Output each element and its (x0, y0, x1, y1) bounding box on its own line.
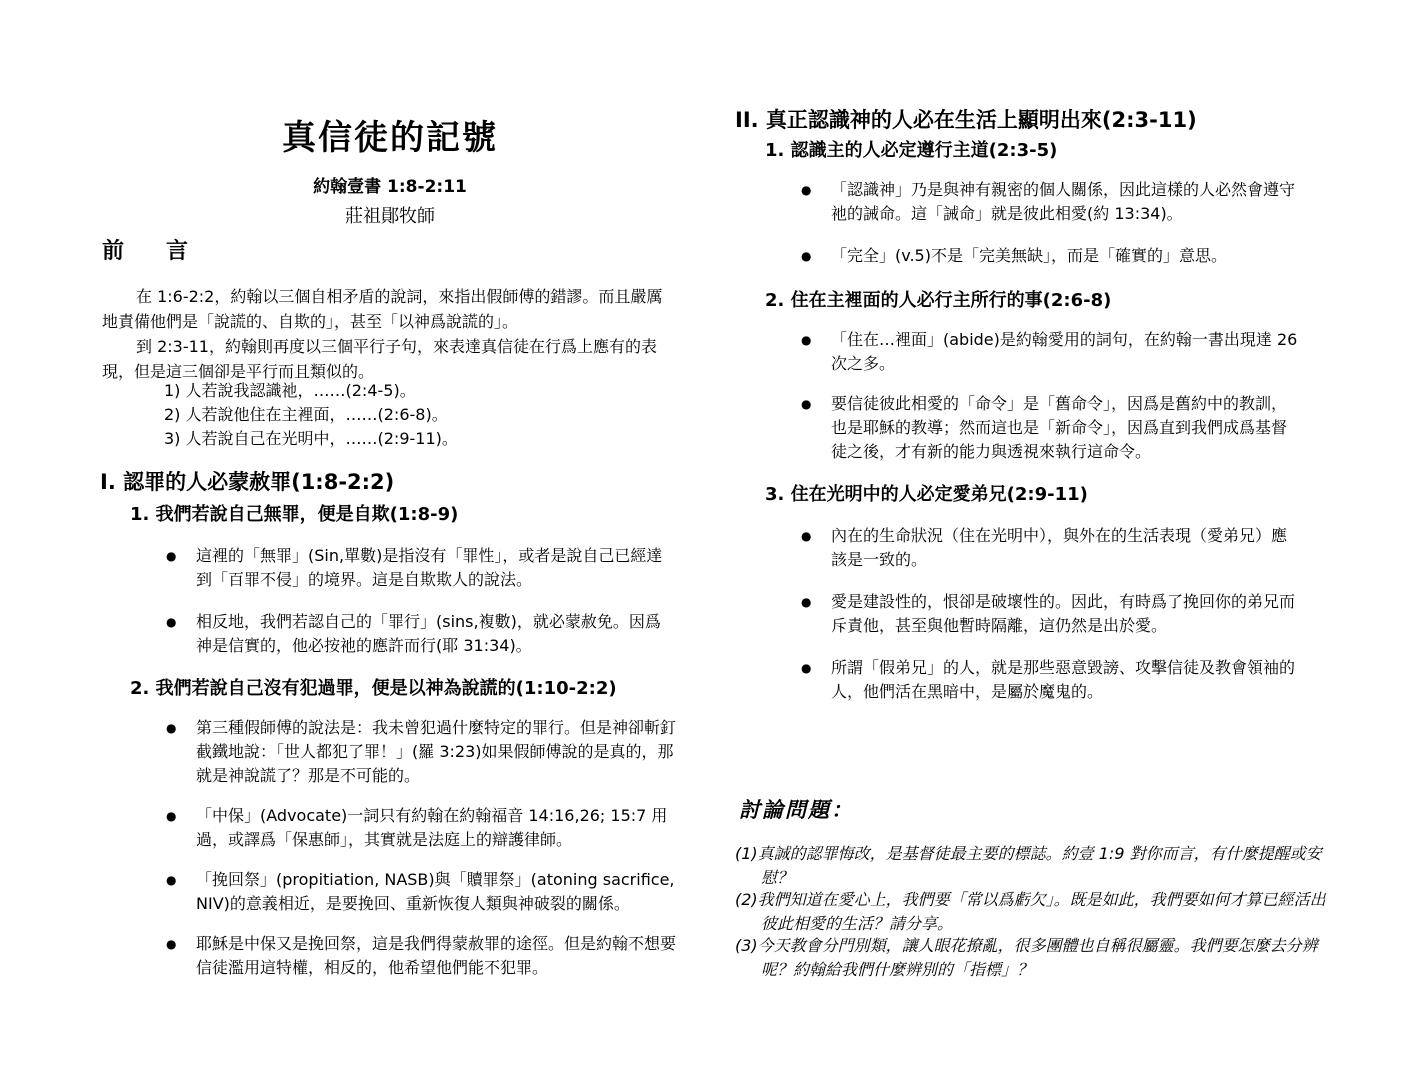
bullet-text: 「挽回祭」(propitiation, NASB)與「贖罪祭」(atoning sacrifice, NIV)的意義相近，是要挽回、重新恢復人類與神破裂的關係。 (196, 870, 675, 913)
bullet-text: 這裡的「無罪」(Sin,單數)是指沒有「罪性」，或者是說自己已經達到「百罪不侵」的境界。這是自欺欺人的說法。 (196, 546, 663, 589)
bullet-icon: ● (166, 809, 177, 823)
bullet-icon: ● (166, 721, 177, 735)
bullet-text: 所謂「假弟兄」的人，就是那些惡意毀謗、攻擊信徒及教會領袖的人，他們活在黑暗中，是屬於魔鬼的。 (831, 658, 1296, 701)
bullet-item (801, 328, 1301, 376)
bullet-icon: ● (801, 333, 812, 347)
bullet-icon: ● (801, 595, 812, 609)
intro-item-2: 2) 人若說他住在主裡面，……(2:6-8)。 (164, 405, 448, 424)
intro-paragraph-2: 到 2:3-11，約翰則再度以三個平行子句，來表達真信徒在行爲上應有的表現，但是這三個卻是平行而且類似的。 (102, 337, 657, 381)
bullet-text: 「中保」(Advocate)一詞只有約翰在約翰福音 14:16,26; 15:7 用過，或譯爲「保惠師」，其實就是法庭上的辯護律師。 (196, 806, 668, 849)
bullet-icon: ● (801, 661, 812, 675)
bullet-item (166, 544, 676, 592)
bullet-item (166, 932, 677, 980)
discussion-question-2: (2)我們知道在愛心上，我們要「常以爲虧欠」。既是如此，我們要如何才算已經活出彼此相愛的生活？請分享。 (735, 890, 1326, 933)
section-1-heading: I. 認罪的人必蒙赦罪(1:8-2:2) (100, 470, 395, 494)
bullet-item (801, 178, 1301, 226)
bullet-text: 耶穌是中保又是挽回祭，這是我們得蒙赦罪的途徑。但是約翰不想要信徒濫用這特權，相反的，他希望他們能不犯罪。 (196, 934, 677, 977)
bullet-text: 愛是建設性的，恨卻是破壞性的。因此，有時爲了挽回你的弟兄而斥責他，甚至與他暫時隔離，這仍然是出於愛。 (831, 592, 1296, 635)
bullet-text: 「認識神」乃是與神有親密的個人關係，因此這樣的人必然會遵守祂的誡命。這「誡命」就是彼此相愛(約 13:34)。 (831, 180, 1296, 223)
bullet-item (801, 524, 1301, 572)
bullet-item (166, 610, 676, 658)
discussion-heading: 討論問題： (739, 798, 854, 822)
section-2-heading: II. 真正認識神的人必在生活上顯明出來(2:3-11) (735, 108, 1197, 132)
bullet-item (166, 804, 676, 852)
bullet-item (166, 868, 676, 916)
page-title: 真信徒的記號 (282, 118, 498, 158)
bullet-text: 內在的生命狀況（住在光明中），與外在的生活表現（愛弟兄）應該是一致的。 (831, 526, 1288, 569)
intro-paragraph-1: 在 1:6-2:2，約翰以三個自相矛盾的說詞，來指出假師傅的錯謬。而且嚴厲地責備他們是「說謊的、自欺的」，甚至「以神爲說謊的」。 (102, 287, 663, 331)
bullet-item (166, 716, 677, 788)
bullet-icon: ● (801, 397, 812, 411)
intro-item-1: 1) 人若說我認識祂，……(2:4-5)。 (164, 381, 416, 400)
bullet-item (801, 590, 1301, 638)
bullet-text: 要信徒彼此相愛的「命令」是「舊命令」，因爲是舊約中的教訓，也是耶穌的教導；然而這也是「新命令」，因爲直到我們成爲基督徒之後，才有新的能力與透視來執行這命令。 (831, 394, 1288, 461)
intro-heading: 前 言 (102, 239, 199, 264)
bullet-icon: ● (801, 249, 812, 263)
bullet-icon: ● (801, 183, 812, 197)
section-2-sub-3-heading: 3. 住在光明中的人必定愛弟兄(2:9-11) (765, 484, 1088, 505)
bullet-icon: ● (166, 873, 177, 887)
author-name: 莊祖鄖牧師 (345, 206, 435, 227)
bullet-text: 「完全」(v.5)不是「完美無缺」，而是「確實的」意思。 (831, 246, 1227, 265)
bullet-icon: ● (166, 615, 177, 629)
bullet-item (801, 244, 1301, 268)
intro-item-3: 3) 人若說自己在光明中，……(2:9-11)。 (164, 429, 458, 448)
bullet-icon: ● (166, 549, 177, 563)
section-2-sub-2-heading: 2. 住在主裡面的人必行主所行的事(2:6-8) (765, 290, 1112, 311)
discussion-question-3: (3)今天教會分門別類，讓人眼花撩亂，很多團體也自稱很屬靈。我們要怎麼去分辨呢？約翰給我們什麼辨別的「指標」？ (735, 936, 1318, 979)
bullet-text: 相反地，我們若認自己的「罪行」(sins,複數)，就必蒙赦免。因爲神是信實的，他必按祂的應許而行(耶 31:34)。 (196, 612, 661, 655)
section-1-sub-2-heading: 2. 我們若說自己沒有犯過罪，便是以神為說謊的(1:10-2:2) (130, 678, 617, 699)
bullet-item (801, 392, 1301, 464)
section-1-sub-1-heading: 1. 我們若說自己無罪，便是自欺(1:8-9) (130, 504, 459, 525)
bullet-icon: ● (166, 937, 177, 951)
bullet-text: 「住在…裡面」(abide)是約翰愛用的詞句，在約翰一書出現達 26 次之多。 (831, 330, 1298, 373)
section-2-sub-1-heading: 1. 認識主的人必定遵行主道(2:3-5) (765, 140, 1058, 161)
scripture-reference: 約翰壹書 1:8-2:11 (313, 177, 467, 197)
bullet-icon: ● (801, 529, 812, 543)
bullet-item (801, 656, 1301, 704)
bullet-text: 第三種假師傅的說法是：我未曾犯過什麼特定的罪行。但是神卻斬釘截鐵地說：「世人都犯了罪！」(羅 3:23)如果假師傅說的是真的，那就是神說謊了？那是不可能的。 (196, 718, 677, 785)
discussion-question-1: (1)真誠的認罪悔改，是基督徒最主要的標誌。約壹 1:9 對你而言，有什麼提醒或安慰？ (735, 844, 1322, 887)
